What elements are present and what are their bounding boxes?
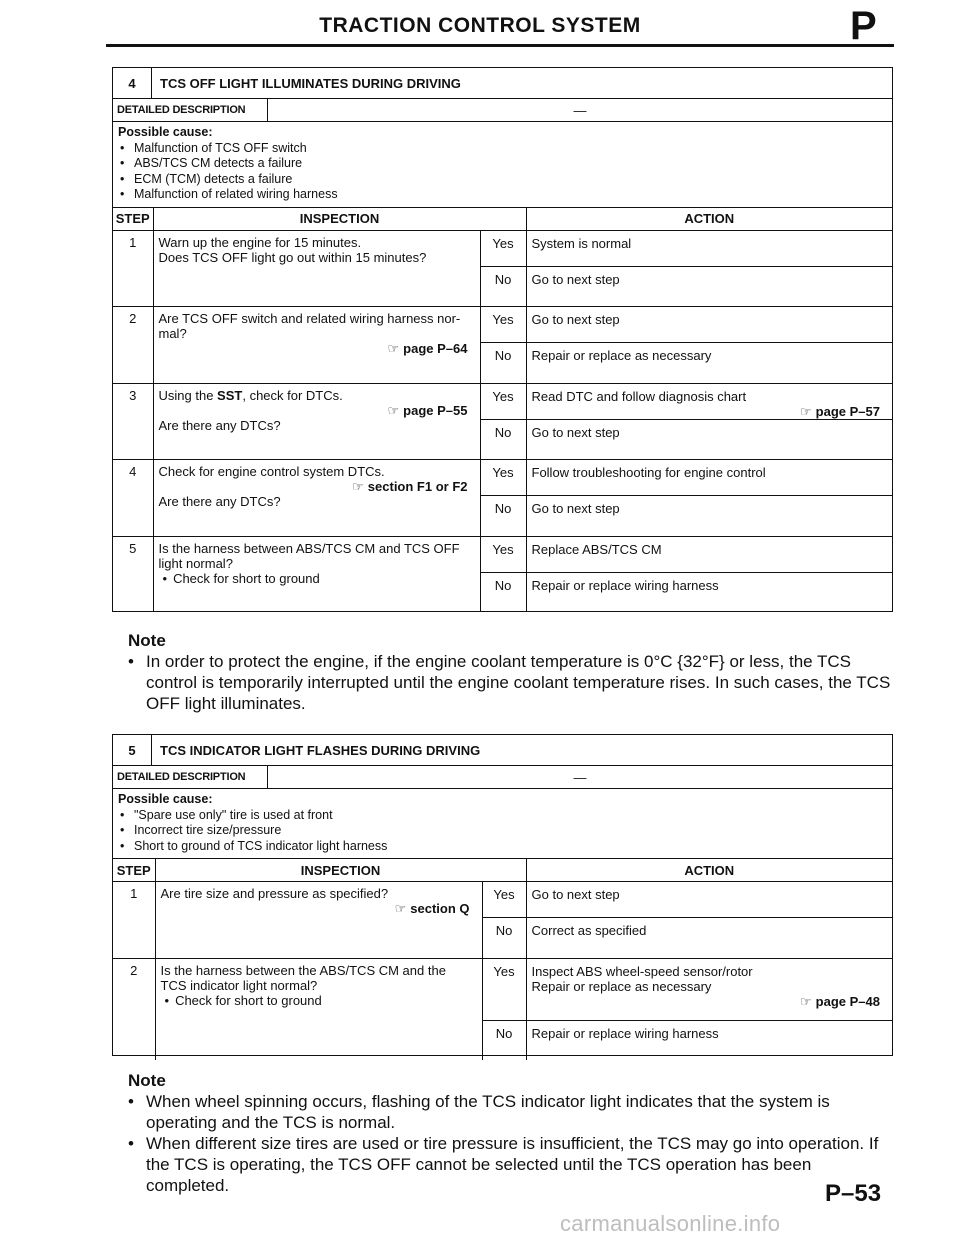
col-inspection: INSPECTION [155,859,526,882]
possible-causes [113,122,892,208]
col-step: STEP [113,208,153,231]
block-title-row [113,735,892,766]
yes-action: Go to next step [526,307,892,343]
sst-label: SST [217,387,243,403]
page-reference [532,404,887,419]
step-inspection [153,460,480,537]
step-number: 3 [113,383,153,460]
step-number: 1 [113,882,155,959]
page-reference [159,403,474,418]
troubleshooting-block-4 [112,67,893,612]
note-2 [128,1070,898,1196]
step-inspection [155,882,482,959]
reference-icon: ☞ [800,403,812,419]
reference-text: section F1 or F2 [367,479,468,494]
page-number: P–53 [825,1180,882,1207]
block-number: 5 [113,735,152,765]
action-text: Repair or replace as necessary [531,978,712,994]
step-number: 5 [113,536,153,612]
reference-text: section Q [410,901,470,916]
no-label: No [480,419,526,445]
page-title: TRACTION CONTROL SYSTEM [319,14,641,37]
step-inspection [153,307,480,384]
reference-icon: ☞ [387,402,400,418]
no-action: Go to next step [526,419,892,445]
block-title: TCS INDICATOR LIGHT FLASHES DURING DRIVING [160,742,481,758]
no-action: Repair or replace wiring harness [526,1020,892,1046]
inspection-bullet: • Check for short to ground [161,993,476,1008]
inspection-line [159,388,474,403]
section-reference [159,479,474,494]
inspection-line: Are tire size and pressure as specified? [160,886,389,901]
col-inspection: INSPECTION [153,208,526,231]
inspection-bullet: • Check for short to ground [159,571,474,586]
step-inspection [153,536,480,612]
inspection-line: Is the harness between ABS/TCS CM and TCS OFF [158,540,460,556]
inspection-line: mal? [158,326,187,341]
no-action: Repair or replace as necessary [526,343,892,369]
inspection-table [113,859,892,1060]
cause-item: • Malfunction of TCS OFF switch [118,141,887,157]
detailed-description-value: — [573,769,587,785]
watermark: carmanualsonline.info [560,1211,781,1236]
step-number: 2 [113,958,155,1060]
detailed-description-value: — [573,102,587,118]
inspection-line: Does TCS OFF light go out within 15 minutes? [158,249,427,265]
yes-action [526,383,892,419]
possible-causes [113,789,892,859]
yes-action: Follow troubleshooting for engine control [526,460,892,496]
section-reference [161,901,476,916]
yes-label: Yes [482,958,526,1020]
note-item: • In order to protect the engine, if the engine coolant temperature is 0°C {32°F} or less, the TCS control is temporarily interrupted until the engine coolant temperature rises. In such cases, the TCS OFF light illuminates. [128,651,898,714]
yes-label: Yes [480,307,526,343]
inspection-line: Check for engine control system DTCs. [158,464,385,479]
inspection-table [113,208,892,613]
page-reference [532,994,887,1009]
reference-text: page P–48 [815,993,880,1009]
inspection-line: Is the harness between the ABS/TCS CM and the [160,962,446,978]
no-action: Correct as specified [526,918,892,944]
no-label: No [480,343,526,369]
header-rule [106,44,894,47]
inspection-line: Are there any DTCs? [158,494,281,509]
reference-text: page P–64 [403,341,468,356]
note-1 [128,630,898,714]
action-text: Inspect ABS wheel-speed sensor/rotor [531,963,753,979]
reference-icon: ☞ [352,479,364,494]
cause-item: • Malfunction of related wiring harness [118,187,887,203]
yes-label: Yes [482,882,526,918]
note-item: • When wheel spinning occurs, flashing of the TCS indicator light indicates that the system is operating and the TCS is normal. [128,1091,898,1133]
reference-icon: ☞ [800,993,812,1009]
yes-action: System is normal [531,235,632,251]
yes-action [526,958,892,1020]
no-label: No [480,496,526,522]
no-label: No [482,1020,526,1046]
yes-action: Go to next step [531,887,620,902]
inspection-line: Are TCS OFF switch and related wiring harness nor- [158,311,461,326]
no-label: No [480,266,526,292]
yes-label: Yes [480,536,526,572]
cause-item: • ABS/TCS CM detects a failure [118,156,887,172]
step-inspection [153,230,480,307]
block-number: 4 [113,68,152,98]
yes-label: Yes [480,460,526,496]
step-inspection [153,383,480,460]
cause-item: • Incorrect tire size/pressure [118,823,887,839]
yes-action: Replace ABS/TCS CM [526,536,892,572]
step-number: 1 [113,230,153,307]
troubleshooting-block-5 [112,734,893,1056]
cause-item: • ECM (TCM) detects a failure [118,172,887,188]
no-action: Go to next step [526,496,892,522]
section-letter: P [850,4,877,48]
inspection-text: , check for DTCs. [242,387,343,403]
step-number: 4 [113,460,153,537]
reference-text: page P–55 [403,402,468,418]
no-label: No [482,918,526,944]
inspection-line: light normal? [158,555,233,571]
possible-causes-heading: Possible cause: [118,125,213,139]
block-title: TCS OFF LIGHT ILLUMINATES DURING DRIVING [160,75,461,91]
detailed-description-label: DETAILED DESCRIPTION [113,766,268,788]
no-label: No [480,572,526,598]
page-reference [159,341,474,356]
no-action: Go to next step [526,266,892,292]
col-step: STEP [113,859,155,882]
inspection-line: TCS indicator light normal? [160,977,318,993]
reference-text: page P–57 [815,403,880,419]
detailed-description-label: DETAILED DESCRIPTION [113,99,268,121]
block-title-row [113,68,892,99]
detailed-description-row [113,766,892,789]
col-action: ACTION [526,208,892,231]
note-heading: Note [128,1071,166,1090]
inspection-line: Are there any DTCs? [158,417,281,433]
note-item: • When different size tires are used or tire pressure is insufficient, the TCS may go into operation. If the TCS is operating, the TCS OFF cannot be selected until the TCS operation has been completed. [128,1133,898,1196]
step-number: 2 [113,307,153,384]
detailed-description-row [113,99,892,122]
note-heading: Note [128,631,166,650]
reference-icon: ☞ [387,341,400,356]
yes-label: Yes [480,383,526,419]
reference-icon: ☞ [394,901,407,916]
inspection-text: Using the [158,387,218,403]
inspection-line: Warn up the engine for 15 minutes. [158,234,362,250]
no-action: Repair or replace wiring harness [526,572,892,598]
possible-causes-heading: Possible cause: [118,792,213,806]
action-text: Read DTC and follow diagnosis chart [531,388,747,404]
cause-item: • Short to ground of TCS indicator light harness [118,839,887,855]
cause-item: • "Spare use only" tire is used at front [118,808,887,824]
step-inspection [155,958,482,1060]
yes-label: Yes [480,230,526,266]
col-action: ACTION [526,859,892,882]
